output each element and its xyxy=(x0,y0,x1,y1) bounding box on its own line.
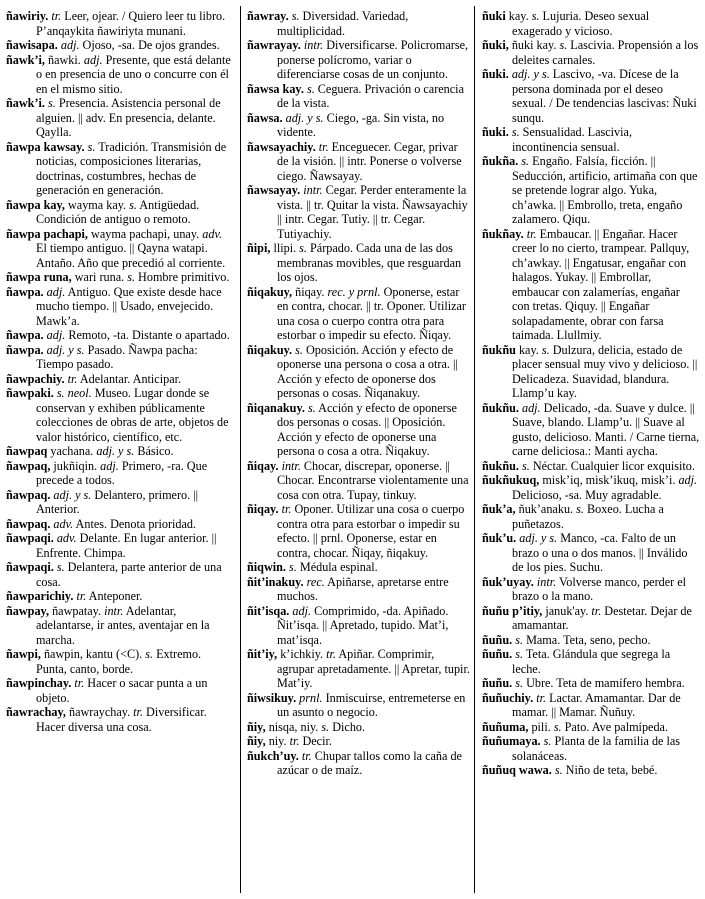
variant-forms: ñawpin, kantu (<C). xyxy=(43,647,143,661)
headword: ñiqay. xyxy=(247,502,279,516)
dictionary-entry xyxy=(6,444,232,459)
grammar-tag: tr. xyxy=(281,502,292,516)
definition: Volverse manco, perder el brazo o la mano. xyxy=(512,574,687,603)
definition: Remoto, -ta. Distante o apartado. xyxy=(68,328,230,342)
dictionary-entry xyxy=(482,67,700,125)
grammar-tag: s. xyxy=(299,241,307,255)
dictionary-entry xyxy=(482,676,700,691)
grammar-tag: s. xyxy=(295,342,303,357)
grammar-tag: tr. xyxy=(133,705,143,719)
headword: ñawpi, xyxy=(6,647,41,661)
dictionary-entry xyxy=(247,241,471,285)
variant-forms: nisqa, niy. xyxy=(268,719,319,734)
headword: ñawrayay. xyxy=(247,38,301,52)
variant-forms: wari runa. xyxy=(74,270,125,284)
headword: ñawpa. xyxy=(6,328,44,342)
dictionary-entry xyxy=(6,140,232,198)
dictionary-entry xyxy=(247,38,471,82)
dictionary-entry xyxy=(247,82,471,111)
headword: ñiwsikuy. xyxy=(247,690,297,705)
grammar-tag: intr. xyxy=(536,574,557,589)
headword: ñukchʼuy. xyxy=(247,748,299,763)
definition: Mama. Teta, seno, pecho. xyxy=(526,632,651,647)
dictionary-entry xyxy=(247,734,471,749)
dictionary-entry xyxy=(6,38,232,53)
variant-forms: ñiqay. xyxy=(295,284,325,299)
definition: Manco, -ca. Falto de un brazo o una o dos manos. || Inválido de los pies. Suchu. xyxy=(512,531,688,574)
dictionary-entry xyxy=(482,502,700,531)
definition: Extremo. Punta, canto, borde. xyxy=(36,647,202,676)
dictionary-entry xyxy=(6,372,232,387)
grammar-tag: adj. xyxy=(83,52,103,67)
grammar-tag: tr. xyxy=(67,371,78,386)
grammar-tag: s. xyxy=(515,647,524,661)
grammar-tag: intr. xyxy=(303,38,324,52)
grammar-tag: adj. y s. xyxy=(46,342,85,357)
grammar-tag: adj. xyxy=(46,284,66,299)
grammar-tag: tr. xyxy=(51,9,62,23)
definition: Médula espinal. xyxy=(299,560,378,574)
dictionary-entry xyxy=(482,227,700,343)
definition: Oponer. Utilizar una cosa o cuerpo contra otra para estorbar o impedir su efecto. || prnl. Oponerse, estar en contra, chocar. Ñiqay, ñiqakuy. xyxy=(277,502,465,560)
dictionary-entry xyxy=(247,183,471,241)
dictionary-entry xyxy=(482,604,700,633)
grammar-tag: tr. xyxy=(289,734,300,748)
dictionary-entry xyxy=(6,604,232,648)
definition: Adelantar. Anticipar. xyxy=(79,371,182,386)
grammar-tag: s. xyxy=(521,458,530,473)
dictionary-entry xyxy=(482,691,700,720)
grammar-tag: s. xyxy=(531,9,540,23)
dictionary-entry xyxy=(482,575,700,604)
grammar-tag: s. xyxy=(576,502,584,516)
grammar-tag: rec. xyxy=(306,574,325,589)
headword: ñawpa kay, xyxy=(6,197,65,212)
variant-forms: jukñiqin. xyxy=(53,458,98,473)
headword: ñawiriy. xyxy=(6,9,49,23)
dictionary-entry xyxy=(6,53,232,97)
definition: Apiñarse, apretarse entre muchos. xyxy=(277,574,449,603)
definition: Museo. Lugar donde se conservan y exhiben públicamente colecciones de obras de arte, objetos de valor histórico, científico, etc. xyxy=(36,386,229,444)
definition: Pasado. Ñawpa pacha: Tiempo pasado. xyxy=(36,342,198,371)
definition: Sensualidad. Lascivia, incontinencia sensual. xyxy=(512,125,632,154)
grammar-tag: adv. xyxy=(53,516,74,531)
definition: Cegar. Perder enteramente la vista. || tr. Quitar la vista. Ñawsayachiy || intr. Cegar. Tutiy. || tr. Cegar. Tutiyachiy. xyxy=(277,183,468,241)
grammar-tag: adj. y s. xyxy=(53,487,92,502)
dictionary-entry xyxy=(482,473,700,502)
headword: ñawray. xyxy=(247,9,289,23)
dictionary-entry xyxy=(6,676,232,705)
headword: ñitʼiy, xyxy=(247,647,278,661)
dictionary-entry xyxy=(6,9,232,38)
headword: ñawpa runa, xyxy=(6,270,72,284)
dictionary-entry xyxy=(247,401,471,459)
grammar-tag: intr. xyxy=(281,458,301,473)
dictionary-entry xyxy=(6,705,232,734)
definition: Chocar, discrepar, oponerse. || Chocar. Encontrarse violentamente una cosa con otra. Tupay, tinkuy. xyxy=(277,458,469,502)
definition: Lascivia. Propensión a los deleites carnales. xyxy=(512,38,699,67)
dictionary-entry xyxy=(247,343,471,401)
column-divider xyxy=(474,6,475,893)
column-3 xyxy=(482,9,700,778)
dictionary-entry xyxy=(6,328,232,343)
headword: ñukñukuq, xyxy=(482,473,540,487)
definition: Presente, que está delante o en presencia de uno o concurre con él en el mismo sitio. xyxy=(36,52,231,96)
headword: ñukʼuyay. xyxy=(482,574,534,589)
headword: ñawpaki. xyxy=(6,386,54,400)
grammar-tag: s. xyxy=(48,96,56,110)
definition: Chupar tallos como la caña de azúcar o de maíz. xyxy=(277,748,462,777)
headword: ñiqanakuy. xyxy=(247,400,305,415)
headword: ñuñu. xyxy=(482,632,513,647)
headword: ñawpa. xyxy=(6,342,44,357)
grammar-tag: s. xyxy=(307,400,316,415)
definition: Dulzura, delicia, estado de placer sensual muy vivo y delicioso. || Delicadeza. Suavidad, blandura. Llampʼu kay. xyxy=(512,342,698,400)
headword: ñuki, xyxy=(482,38,509,52)
definition: Teta. Glándula que segrega la leche. xyxy=(512,647,671,676)
variant-forms: kʼichkiy. xyxy=(280,647,324,661)
grammar-tag: rec. y prnl. xyxy=(327,284,381,299)
headword: ñawsa. xyxy=(247,110,283,125)
grammar-tag: s. xyxy=(321,719,330,734)
definition: Ciego, -ga. Sin vista, no vidente. xyxy=(277,110,445,139)
grammar-tag: s. xyxy=(521,154,530,168)
grammar-tag: s. xyxy=(127,270,135,284)
dictionary-entry xyxy=(6,386,232,444)
grammar-tag: intr. xyxy=(303,183,323,197)
definition: Leer, ojear. / Quiero leer tu libro. Pʼanqaykita ñawiriyta munani. xyxy=(36,9,226,38)
grammar-tag: tr. xyxy=(318,139,329,154)
dictionary-entry xyxy=(247,691,471,720)
grammar-tag: s. xyxy=(553,719,562,734)
grammar-tag: adj. xyxy=(521,400,541,415)
dictionary-entry xyxy=(6,531,232,560)
grammar-tag: s. neol. xyxy=(56,386,92,400)
variant-forms: ñuki kay. xyxy=(511,38,557,52)
grammar-tag: adj. y s. xyxy=(519,531,558,545)
definition: Planta de la familia de las solanáceas. xyxy=(512,734,681,763)
grammar-tag: s. xyxy=(511,125,520,139)
definition: Lujuria. Deseo sexual exagerado y vicioso. xyxy=(512,9,650,38)
definition: Oposición. Acción y efecto de oponerse una persona o cosa a otra. || Acción y efecto de oponerse dos personas o cosas. Ñiqanakuy. xyxy=(277,342,458,400)
grammar-tag: tr. xyxy=(591,603,602,618)
definition: Lascivo, -va. Dícese de la persona dominada por el deseo sexual. / De tendencias lascivas: Ñuki sunqu. xyxy=(512,67,697,125)
variant-forms: ñawraychay. xyxy=(68,705,131,719)
variant-forms: kay. xyxy=(518,342,539,357)
headword: ñitʼinakuy. xyxy=(247,574,304,589)
grammar-tag: adj. xyxy=(46,328,66,342)
definition: Párpado. Cada una de las dos membranas movibles, que resguardan los ojos. xyxy=(277,241,462,284)
definition: Inmiscuirse, entremeterse en un asunto o negocio. xyxy=(277,690,466,719)
grammar-tag: adj. xyxy=(678,473,698,487)
variant-forms: llipi. xyxy=(273,241,297,255)
variant-forms: yachana. xyxy=(50,444,94,458)
dictionary-entry xyxy=(6,96,232,140)
definition: Embaucar. || Engañar. Hacer creer lo no cierto, trampear. Pallquy, chʼawkay. || Engatusar, engañar con halagos. Yukay. || Embrollar, embaucar con zalamerías, engañar con tretas. Qiquy. || Engañar solapadamente, obrar con farsa taimada. Llullmiy. xyxy=(512,226,690,342)
dictionary-entry xyxy=(6,285,232,329)
headword: ñawpaq xyxy=(6,444,48,458)
headword: ñiy, xyxy=(247,719,266,734)
headword: ñukñu. xyxy=(482,458,519,473)
headword: ñiy, xyxy=(247,734,266,748)
grammar-tag: s. xyxy=(291,9,300,23)
headword: ñawpay, xyxy=(6,603,50,618)
dictionary-entry xyxy=(482,38,700,67)
definition: Boxeo. Lucha a puñetazos. xyxy=(512,502,664,531)
grammar-tag: adj. y s. xyxy=(285,110,324,125)
grammar-tag: tr. xyxy=(301,748,312,763)
grammar-tag: s. xyxy=(543,734,552,748)
dictionary-entry xyxy=(482,9,700,38)
definition: Delicioso, -sa. Muy agradable. xyxy=(512,487,662,502)
headword: ñawpa kawsay. xyxy=(6,139,85,154)
grammar-tag: adj. xyxy=(292,603,312,618)
grammar-tag: tr. xyxy=(74,676,85,690)
definition: Hombre primitivo. xyxy=(138,270,230,284)
grammar-tag: s. xyxy=(559,38,568,52)
variant-forms: miskʼiq, miskʼikuq, miskʼi. xyxy=(542,473,676,487)
dictionary-entry xyxy=(482,343,700,401)
headword: ñawrachay, xyxy=(6,705,66,719)
column-divider xyxy=(240,6,241,893)
dictionary-entry xyxy=(482,401,700,459)
headword: ñawpa pachapi, xyxy=(6,226,88,241)
grammar-tag: tr. xyxy=(326,647,336,661)
headword: ñawkʼi, xyxy=(6,52,45,67)
headword: ñawpaq. xyxy=(6,487,51,502)
grammar-tag: intr. xyxy=(104,603,124,618)
dictionary-entry xyxy=(6,198,232,227)
headword: ñawsayachiy. xyxy=(247,139,316,154)
grammar-tag: tr. xyxy=(526,226,537,241)
grammar-tag: s. xyxy=(554,763,563,777)
grammar-tag: s. xyxy=(87,139,96,154)
headword: ñukñu. xyxy=(482,400,519,415)
definition: Acción y efecto de oponerse dos personas o cosas. || Oposición. Acción y efecto de oponerse una persona o cosa a otra. Ñiqakuy. xyxy=(277,400,457,458)
grammar-tag: adj. y s. xyxy=(511,67,550,81)
headword: ñukʼa, xyxy=(482,502,516,516)
variant-forms: pili. xyxy=(531,719,551,734)
headword: ñuñuma, xyxy=(482,719,529,734)
headword: ñawkʼi. xyxy=(6,96,45,110)
definition: Comprimido, -da. Apiñado. Ñitʼisqa. || Apretado, tupido. Matʼi, matʼisqa. xyxy=(277,603,449,647)
grammar-tag: s. xyxy=(129,197,137,212)
headword: ñuñu pʼitiy, xyxy=(482,603,543,618)
column-2 xyxy=(247,9,471,778)
dictionary-entry xyxy=(247,575,471,604)
headword: ñuñumaya. xyxy=(482,734,541,748)
variant-forms: januk'ay. xyxy=(545,603,589,618)
headword: ñawsa kay. xyxy=(247,81,304,96)
headword: ñuñu. xyxy=(482,676,513,690)
variant-forms: ñawki. xyxy=(48,52,81,67)
dictionary-entry xyxy=(247,749,471,778)
headword: ñuki. xyxy=(482,67,509,81)
dictionary-entry xyxy=(482,720,700,735)
grammar-tag: adv. xyxy=(202,226,222,241)
headword: ñuki xyxy=(482,9,506,23)
definition: Ubre. Teta de mamífero hembra. xyxy=(526,676,685,690)
headword: ñawpachiy. xyxy=(6,371,65,386)
dictionary-entry xyxy=(482,154,700,227)
grammar-tag: s. xyxy=(145,647,154,661)
grammar-tag: prnl. xyxy=(299,690,323,705)
definition: Pato. Ave palmípeda. xyxy=(564,719,668,734)
grammar-tag: adj. y s. xyxy=(96,444,135,458)
headword: ñuki. xyxy=(482,125,509,139)
dictionary-entry xyxy=(247,285,471,343)
definition: Básico. xyxy=(137,444,174,458)
definition: Anteponer. xyxy=(88,589,143,603)
variant-forms: wayma pachapi, unay. xyxy=(91,226,200,241)
headword: ñawpaq. xyxy=(6,516,51,531)
definition: Delantero, primero. || Anterior. xyxy=(36,487,199,516)
dictionary-entry xyxy=(6,589,232,604)
headword: ñawsayay. xyxy=(247,183,301,197)
variant-forms: wayma kay. xyxy=(67,197,127,212)
headword: ñawpaqi. xyxy=(6,531,54,545)
definition: Diversificarse. Policromarse, ponerse polícromo, variar o diferenciarse cosas de un conjunto. xyxy=(277,38,469,81)
grammar-tag: s. xyxy=(289,560,297,574)
grammar-tag: s. xyxy=(515,632,524,647)
dictionary-entry xyxy=(482,459,700,474)
dictionary-entry xyxy=(6,647,232,676)
dictionary-entry xyxy=(247,459,471,503)
variant-forms: niy. xyxy=(268,734,287,748)
definition: Hacer o sacar punta a un objeto. xyxy=(36,676,208,705)
headword: ñukñu xyxy=(482,342,516,357)
grammar-tag: tr. xyxy=(76,589,87,603)
dictionary-entry xyxy=(482,763,700,778)
grammar-tag: s. xyxy=(56,560,65,574)
headword: ñawpa. xyxy=(6,284,44,299)
definition: Ojoso, -sa. De ojos grandes. xyxy=(82,38,220,52)
definition: Delantera, parte anterior de una cosa. xyxy=(36,560,222,589)
headword: ñiqay. xyxy=(247,458,279,473)
headword: ñawparichiy. xyxy=(6,589,74,603)
definition: Oponerse, estar en contra, chocar. || tr. Oponer. Utilizar una cosa o cuerpo contra otra para estorbar o impedir su efecto. Ñiqay. xyxy=(277,284,466,342)
definition: Primero, -ra. Que precede a todos. xyxy=(36,458,208,487)
dictionary-entry xyxy=(247,111,471,140)
headword: ñukña. xyxy=(482,154,519,168)
dictionary-entry xyxy=(6,343,232,372)
headword: ñiqakuy, xyxy=(247,284,293,299)
dictionary-entry xyxy=(247,647,471,691)
definition: Engaño. Falsía, ficción. || Seducción, artificio, artimaña con que se pretende lograr algo. Yuka, chʼawka. || Embrollo, treta, engaño zalamero. Qiqu. xyxy=(512,154,698,226)
definition: Presencia. Asistencia personal de alguien. || adv. En presencia, delante. Qaylla. xyxy=(36,96,221,139)
definition: Antigüedad. Condición de antiguo o remoto. xyxy=(36,197,200,226)
headword: ñawisapa. xyxy=(6,38,58,52)
dictionary-entry xyxy=(247,9,471,38)
headword: ñuñuq wawa. xyxy=(482,763,552,777)
definition: Diversificar. Hacer diversa una cosa. xyxy=(36,705,207,734)
dictionary-entry xyxy=(247,720,471,735)
headword: ñuñu. xyxy=(482,647,513,661)
headword: ñiqwin. xyxy=(247,560,286,574)
definition: Destetar. Dejar de amamantar. xyxy=(512,603,692,632)
definition: Ceguera. Privación o carencia de la vista. xyxy=(277,81,464,110)
dictionary-entry xyxy=(6,270,232,285)
headword: ñawpinchay. xyxy=(6,676,72,690)
grammar-tag: tr. xyxy=(536,690,547,705)
dictionary-entry xyxy=(247,502,471,560)
dictionary-entry xyxy=(482,531,700,575)
grammar-tag: s. xyxy=(515,676,524,690)
variant-forms: kay. xyxy=(508,9,529,23)
definition: El tiempo antiguo. || Qayna watapi. Antaño. Año que precedió al corriente. xyxy=(36,241,226,270)
headword: ñiqakuy. xyxy=(247,342,293,357)
dictionary-entry xyxy=(247,604,471,648)
variant-forms: ñukʼanaku. xyxy=(518,502,574,516)
grammar-tag: adj. xyxy=(60,38,80,52)
definition: Lactar. Amamantar. Dar de mamar. || Mamar. Ñuñuy. xyxy=(512,690,681,719)
headword: ñawpaq, xyxy=(6,458,51,473)
definition: Antes. Denota prioridad. xyxy=(75,516,197,531)
grammar-tag: s. xyxy=(306,81,315,96)
dictionary-entry xyxy=(6,459,232,488)
definition: Apiñar. Comprimir, agrupar apretadamente. || Apretar, tupir. Matʼiy. xyxy=(277,647,470,690)
dictionary-entry xyxy=(6,517,232,532)
dictionary-entry xyxy=(482,647,700,676)
definition: Decir. xyxy=(302,734,332,748)
definition: Niño de teta, bebé. xyxy=(565,763,658,777)
definition: Antiguo. Que existe desde hace mucho tiempo. || Usado, envejecido. Mawkʼa. xyxy=(36,284,222,328)
grammar-tag: adj. xyxy=(100,458,119,473)
dictionary-entry xyxy=(482,125,700,154)
variant-forms: ñawpatay. xyxy=(52,603,102,618)
headword: ñuñuchiy. xyxy=(482,690,534,705)
headword: ñitʼisqa. xyxy=(247,603,290,618)
dictionary-entry xyxy=(247,140,471,184)
dictionary-entry xyxy=(482,734,700,763)
definition: Adelantar, adelantarse, ir antes, aventajar en la marcha. xyxy=(36,603,210,647)
grammar-tag: adv. xyxy=(56,531,77,545)
definition: Tradición. Transmisión de noticias, composiciones literarias, doctrinas, costumbres, hechas de generación en generación. xyxy=(36,139,227,197)
column-1 xyxy=(6,9,232,734)
grammar-tag: s. xyxy=(541,342,550,357)
definition: Enceguecer. Cegar, privar de la visión. || intr. Ponerse o volverse ciego. Ñawsayay. xyxy=(277,139,462,183)
headword: ñipi, xyxy=(247,241,271,255)
headword: ñukñay. xyxy=(482,226,524,241)
dictionary-entry xyxy=(6,488,232,517)
dictionary-entry xyxy=(247,560,471,575)
dictionary-entry xyxy=(6,560,232,589)
definition: Dicho. xyxy=(332,719,366,734)
dictionary-entry xyxy=(6,227,232,271)
headword: ñawpaqi. xyxy=(6,560,54,574)
definition: Diversidad. Variedad, multiplicidad. xyxy=(277,9,409,38)
definition: Delicado, -da. Suave y dulce. || Suave, blando. Llampʼu. || Suave al gusto, delicioso. Manti. / Carne tierna, carne deliciosa.: Manti aycha. xyxy=(512,400,700,458)
definition: Delante. En lugar anterior. || Enfrente. Chimpa. xyxy=(36,531,217,560)
headword: ñukʼu. xyxy=(482,531,517,545)
definition: Néctar. Cualquier licor exquisito. xyxy=(532,458,695,473)
dictionary-entry xyxy=(482,633,700,648)
